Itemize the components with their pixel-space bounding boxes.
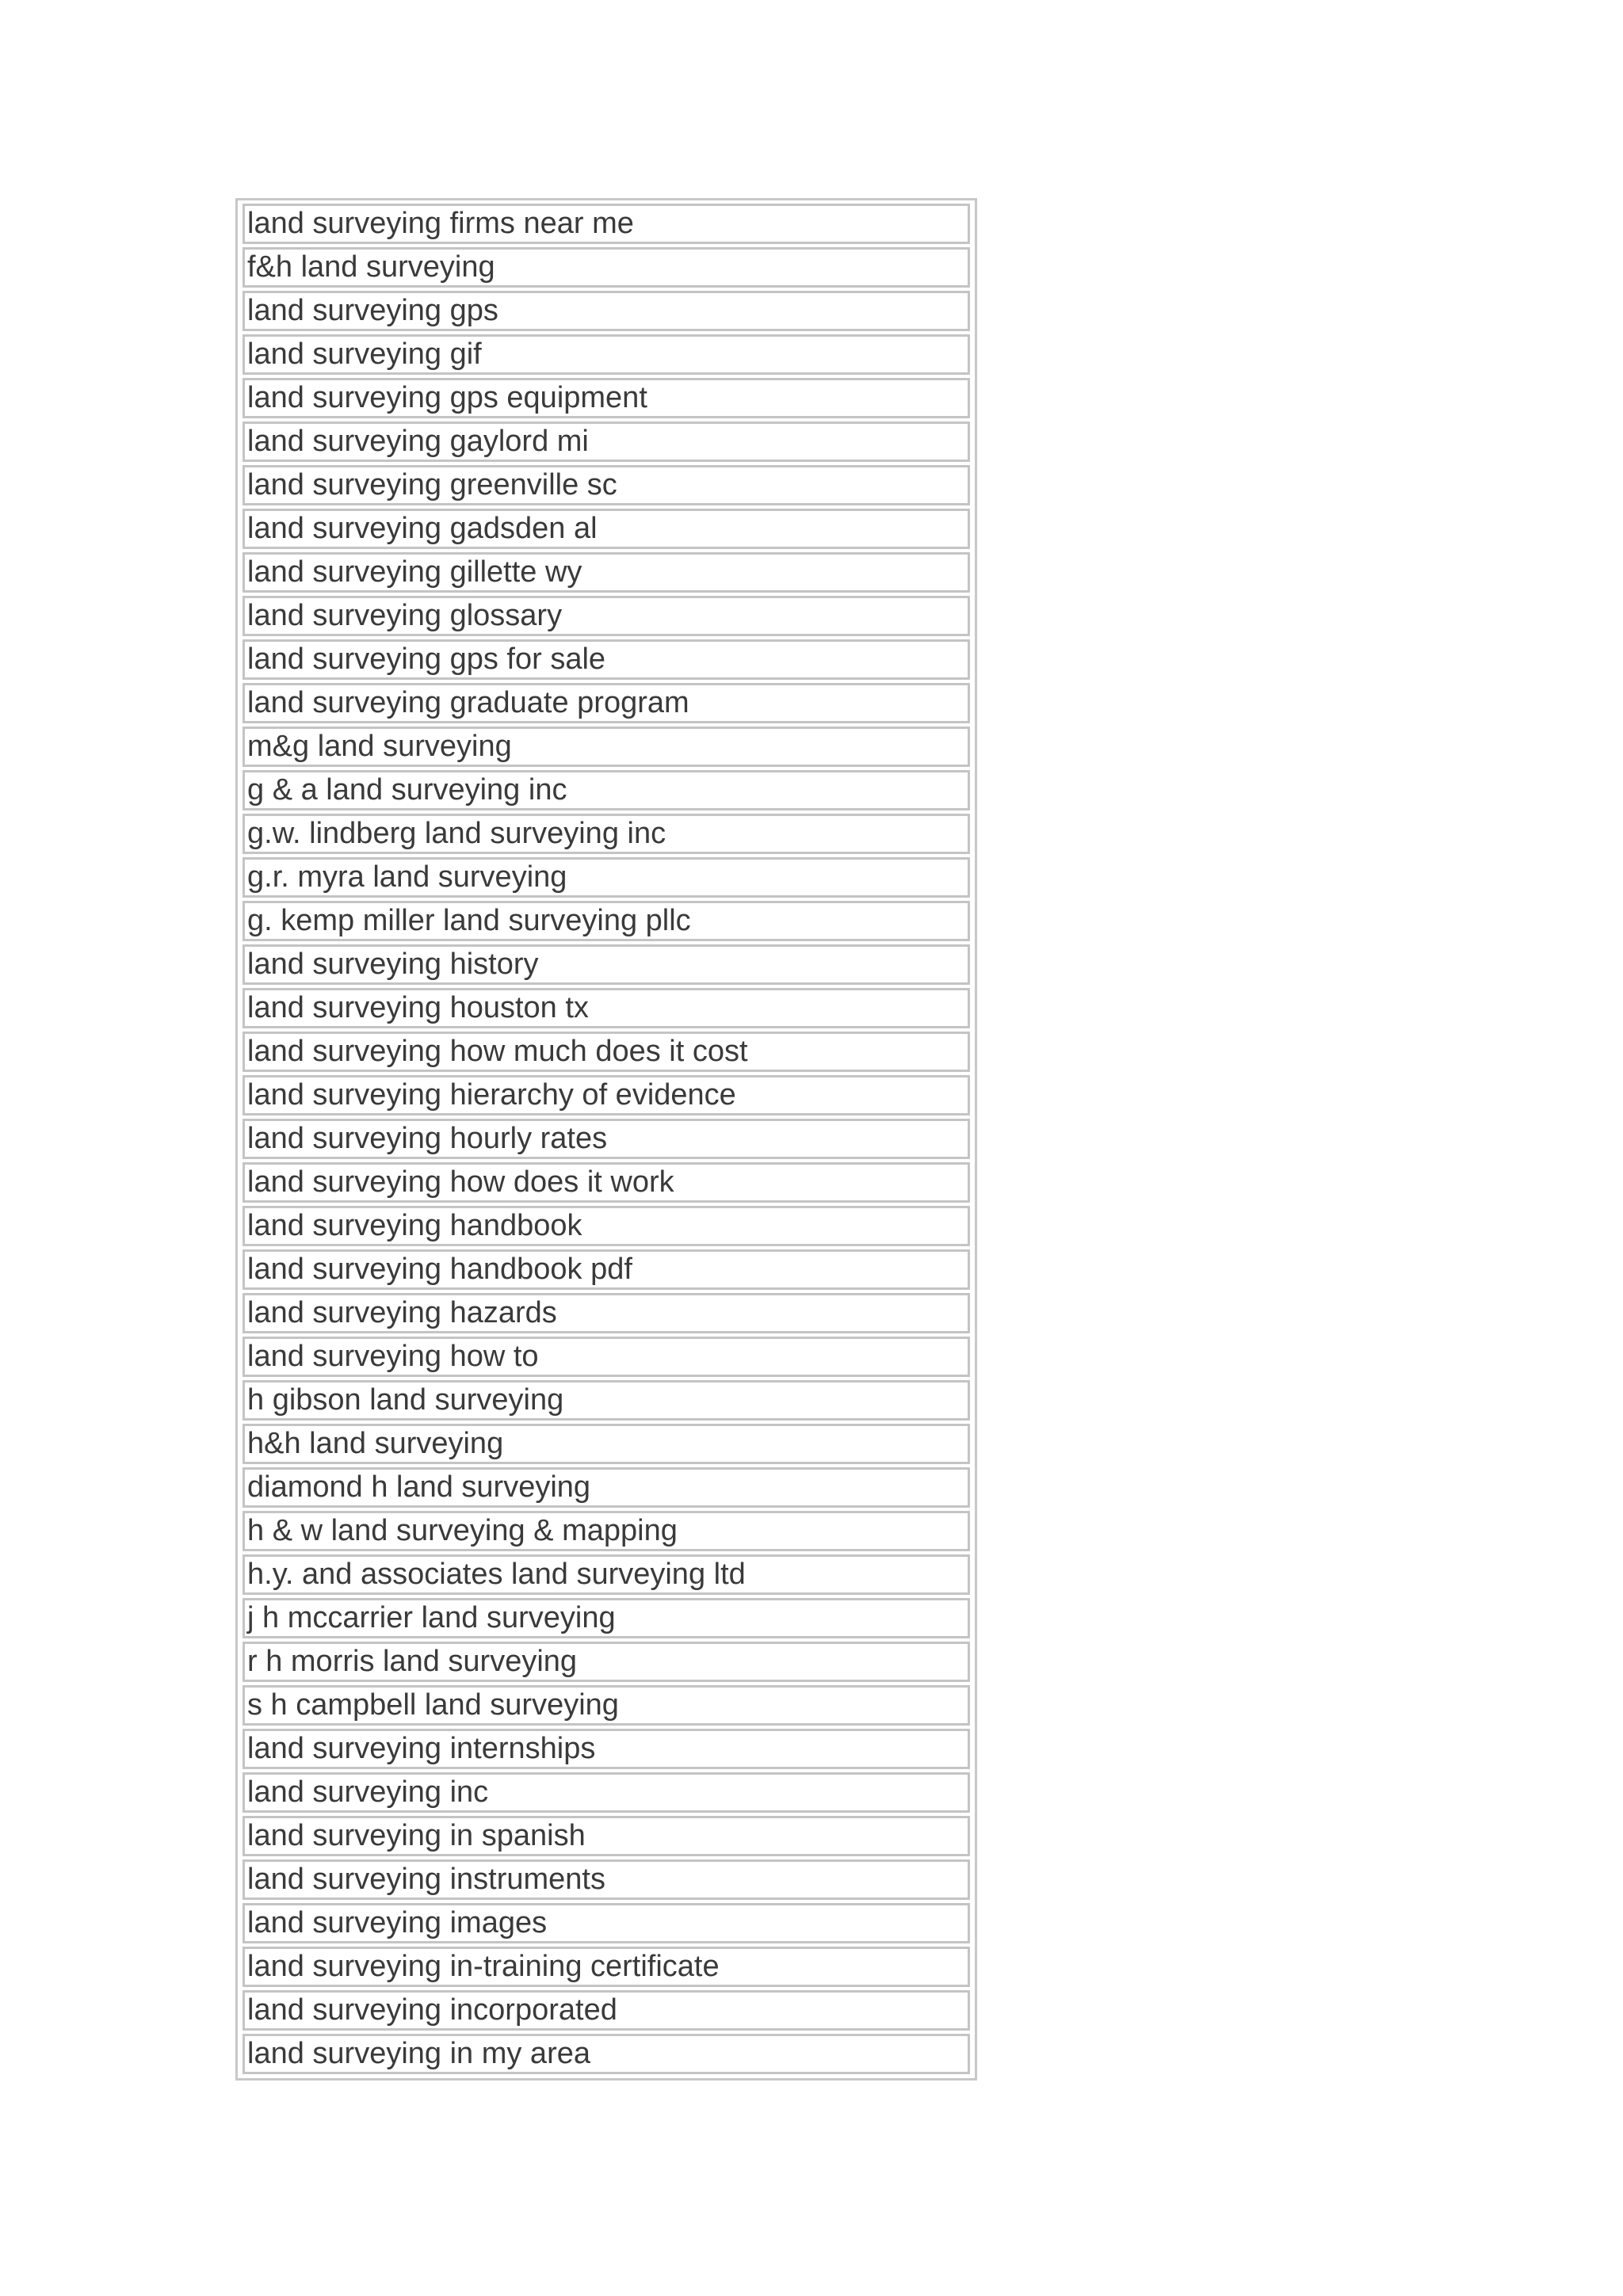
table-row: land surveying gps <box>242 291 970 331</box>
table-row: g & a land surveying inc <box>242 770 970 810</box>
table-row: land surveying history <box>242 944 970 985</box>
table-row: g. kemp miller land surveying pllc <box>242 901 970 941</box>
table-row: land surveying how does it work <box>242 1162 970 1203</box>
table-row: land surveying how much does it cost <box>242 1032 970 1072</box>
table-row: h gibson land surveying <box>242 1380 970 1421</box>
table-row: land surveying gps for sale <box>242 639 970 680</box>
table-row: m&g land surveying <box>242 727 970 767</box>
table-row: land surveying gps equipment <box>242 378 970 418</box>
table-row: land surveying incorporated <box>242 1990 970 2031</box>
table-row: h.y. and associates land surveying ltd <box>242 1554 970 1595</box>
table-row: land surveying in spanish <box>242 1816 970 1856</box>
table-row: j h mccarrier land surveying <box>242 1598 970 1638</box>
table-row: f&h land surveying <box>242 247 970 288</box>
table-row: s h campbell land surveying <box>242 1685 970 1726</box>
table-row: land surveying internships <box>242 1729 970 1769</box>
table-row: land surveying handbook pdf <box>242 1249 970 1290</box>
table-row: land surveying glossary <box>242 596 970 636</box>
table-row: land surveying instruments <box>242 1859 970 1900</box>
table-row: land surveying in-training certificate <box>242 1947 970 1987</box>
table-row: r h morris land surveying <box>242 1642 970 1682</box>
table-row: land surveying gillette wy <box>242 552 970 593</box>
table-row: land surveying images <box>242 1903 970 1943</box>
table-row: land surveying hierarchy of evidence <box>242 1075 970 1116</box>
table-row: land surveying gif <box>242 334 970 375</box>
table-row: land surveying gadsden al <box>242 509 970 549</box>
table-row: land surveying houston tx <box>242 988 970 1028</box>
table-row: land surveying in my area <box>242 2034 970 2074</box>
table-row: h&h land surveying <box>242 1424 970 1464</box>
table-row: g.w. lindberg land surveying inc <box>242 814 970 854</box>
table-row: land surveying handbook <box>242 1206 970 1246</box>
table-row: g.r. myra land surveying <box>242 857 970 898</box>
table-row: land surveying gaylord mi <box>242 421 970 462</box>
table-row: land surveying firms near me <box>242 204 970 244</box>
table-row: h & w land surveying & mapping <box>242 1511 970 1551</box>
table-row: diamond h land surveying <box>242 1467 970 1508</box>
table-row: land surveying inc <box>242 1772 970 1813</box>
table-row: land surveying greenville sc <box>242 465 970 505</box>
table-row: land surveying graduate program <box>242 683 970 723</box>
table-row: land surveying hazards <box>242 1293 970 1333</box>
table-row: land surveying how to <box>242 1337 970 1377</box>
keyword-table <box>235 198 977 2081</box>
keyword-table-rows <box>242 204 970 2077</box>
table-row: land surveying hourly rates <box>242 1119 970 1159</box>
